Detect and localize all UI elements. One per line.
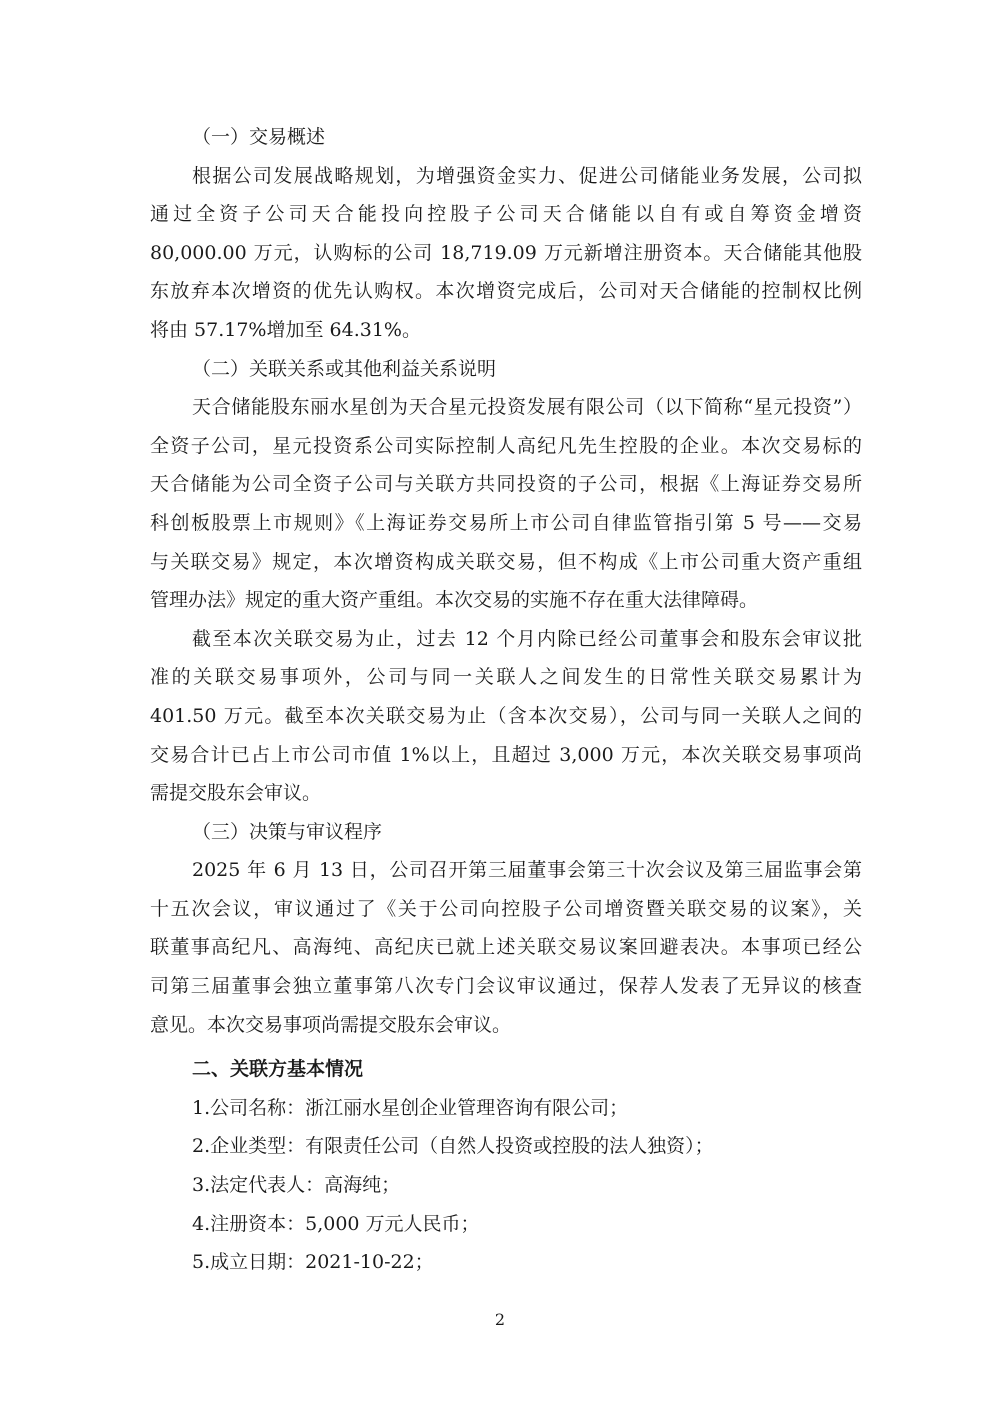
text-line: 司第三届董事会独立董事第八次专门会议审议通过，保荐人发表了无异议的核查 <box>150 975 862 998</box>
text-line: 交易合计已占上市公司市值 1%以上，且超过 3,000 万元，本次关联交易事项尚 <box>150 743 862 766</box>
heading-related-relationship: （二）关联关系或其他利益关系说明 <box>192 357 497 380</box>
text-line: 东放弃本次增资的优先认购权。本次增资完成后，公司对天合储能的控制权比例 <box>150 280 862 303</box>
text-line: 需提交股东会审议。 <box>150 782 322 805</box>
paragraph-decision-procedure <box>150 851 862 1044</box>
text-line: 天合储能为公司全资子公司与关联方共同投资的子公司，根据《上海证券交易所 <box>150 473 862 496</box>
page-number: 2 <box>494 1310 506 1329</box>
paragraph-transaction-overview <box>150 157 862 350</box>
heading-transaction-overview: （一）交易概述 <box>192 126 326 148</box>
text-line: 2025 年 6 月 13 日，公司召开第三届董事会第三十次会议及第三届监事会第 <box>192 859 862 882</box>
list-item: 2.企业类型：有限责任公司（自然人投资或控股的法人独资）； <box>192 1135 714 1158</box>
text-line: 管理办法》规定的重大资产重组。本次交易的实施不存在重大法律障碍。 <box>150 589 759 612</box>
list-item: 3.法定代表人：高海纯； <box>192 1174 401 1197</box>
text-line: 80,000.00 万元，认购标的公司 18,719.09 万元新增注册资本。天合储能其他股 <box>150 241 862 264</box>
related-party-list <box>150 1089 862 1282</box>
text-line: 准的关联交易事项外，公司与同一关联人之间发生的日常性关联交易累计为 <box>150 666 862 689</box>
list-item: 4.注册资本：5,000 万元人民币； <box>192 1212 480 1235</box>
text-line: 联董事高纪凡、高海纯、高纪庆已就上述关联交易议案回避表决。本事项已经公 <box>150 936 862 959</box>
paragraph-cumulative-transactions <box>150 620 862 813</box>
heading-decision-procedure: （三）决策与审议程序 <box>192 820 383 843</box>
page-content <box>150 118 862 1282</box>
text-line: 意见。本次交易事项尚需提交股东会审议。 <box>150 1013 512 1036</box>
text-line: 根据公司发展战略规划，为增强资金实力、促进公司储能业务发展，公司拟 <box>192 164 862 187</box>
section-title-related-party: 二、关联方基本情况 <box>192 1058 364 1081</box>
text-line: 十五次会议，审议通过了《关于公司向控股子公司增资暨关联交易的议案》，关 <box>150 897 862 920</box>
text-line: 与关联交易》规定，本次增资构成关联交易，但不构成《上市公司重大资产重组 <box>150 550 862 573</box>
text-line: 科创板股票上市规则》《上海证券交易所上市公司自律监管指引第 5 号——交易 <box>150 511 862 534</box>
list-item: 1.公司名称：浙江丽水星创企业管理咨询有限公司； <box>192 1096 629 1119</box>
list-item: 5.成立日期：2021-10-22； <box>192 1251 434 1274</box>
text-line: 全资子公司，星元投资系公司实际控制人高纪凡先生控股的企业。本次交易标的 <box>150 434 862 457</box>
text-line: 通过全资子公司天合能投向控股子公司天合储能以自有或自筹资金增资 <box>150 203 862 226</box>
paragraph-related-relationship <box>150 388 862 620</box>
text-line: 天合储能股东丽水星创为天合星元投资发展有限公司（以下简称“星元投资”） <box>192 396 862 419</box>
text-line: 截至本次关联交易为止，过去 12 个月内除已经公司董事会和股东会审议批 <box>192 627 862 650</box>
text-line: 将由 57.17%增加至 64.31%。 <box>150 318 421 341</box>
text-line: 401.50 万元。截至本次关联交易为止（含本次交易），公司与同一关联人之间的 <box>150 704 862 727</box>
